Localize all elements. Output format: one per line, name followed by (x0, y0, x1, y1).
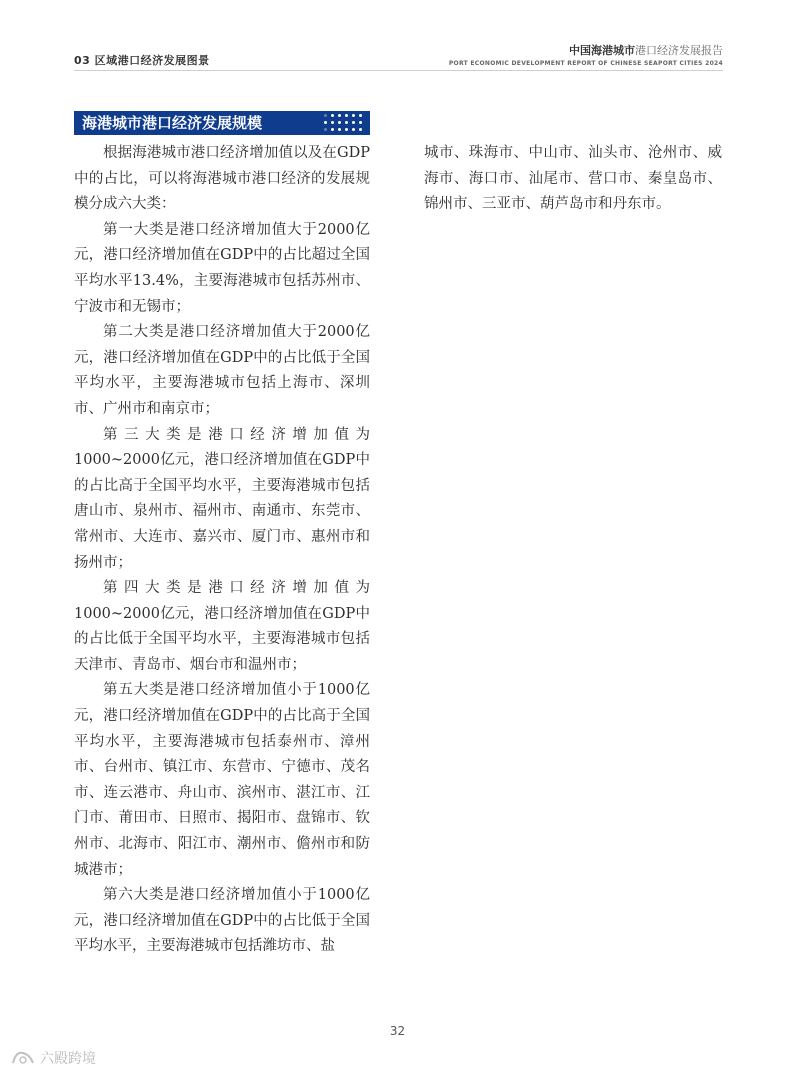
page-header (0, 0, 795, 72)
paragraph-category-6-continued: 城市、珠海市、中山市、汕头市、沧州市、威海市、海口市、汕尾市、营口市、秦皇岛市、锦州市、三亚市、葫芦岛市和丹东市。 (424, 145, 722, 213)
right-text-column (424, 141, 722, 218)
report-title-rest: 港口经济发展报告 (635, 44, 723, 57)
report-title-bold: 中国海港城市 (569, 44, 635, 57)
left-text-column (74, 141, 370, 960)
header-divider (74, 70, 723, 71)
paragraph-intro: 根据海港城市港口经济增加值以及在GDP中的占比，可以将海港城市港口经济的发展规模分成六大类： (74, 145, 370, 213)
paragraph-category-1: 第一大类是港口经济增加值大于2000亿元，港口经济增加值在GDP中的占比超过全国平均水平13.4%，主要海港城市包括苏州市、宁波市和无锡市； (74, 221, 370, 315)
report-title-en: PORT ECONOMIC DEVELOPMENT REPORT OF CHINESE SEAPORT CITIES 2024 (448, 60, 723, 67)
paragraph-category-5: 第五大类是港口经济增加值小于1000亿元，港口经济增加值在GDP中的占比高于全国平均水平，主要海港城市包括泰州市、漳州市、台州市、镇江市、东营市、宁德市、茂名市、连云港市、舟山市、滨州市、湛江市、江门市、莆田市、日照市、揭阳市、盘锦市、钦州市、北海市、阳江市、潮州市、儋州市和防城港市； (74, 682, 370, 878)
watermark (10, 1048, 96, 1068)
report-title (449, 42, 723, 58)
paragraph-category-6: 第六大类是港口经济增加值小于1000亿元，港口经济增加值在GDP中的占比低于全国平均水平，主要海港城市包括潍坊市、盐 (74, 887, 370, 955)
paragraph-category-3: 第三大类是港口经济增加值为1000~2000亿元，港口经济增加值在GDP中的占比高于全国平均水平，主要海港城市包括唐山市、泉州市、福州市、南通市、东莞市、常州市、大连市、嘉兴市、厦门市、惠州市和扬州市； (74, 426, 370, 571)
report-title-block (449, 42, 723, 67)
section-label: 03 区域港口经济发展图景 (74, 54, 210, 67)
paragraph-category-2: 第二大类是港口经济增加值大于2000亿元，港口经济增加值在GDP中的占比低于全国平均水平，主要海港城市包括上海市、深圳市、广州市和南京市； (74, 324, 370, 417)
watermark-text: 六殿跨境 (40, 1051, 96, 1067)
watermark-logo-icon (10, 1049, 36, 1067)
section-title: 海港城市港口经济发展规模 (82, 114, 263, 132)
page-number: 32 (389, 1024, 406, 1038)
paragraph-category-4: 第四大类是港口经济增加值为1000~2000亿元，港口经济增加值在GDP中的占比低于全国平均水平，主要海港城市包括天津市、青岛市、烟台市和温州市； (74, 580, 370, 673)
dot-pattern-icon (324, 114, 366, 132)
section-title-bar (74, 111, 370, 135)
